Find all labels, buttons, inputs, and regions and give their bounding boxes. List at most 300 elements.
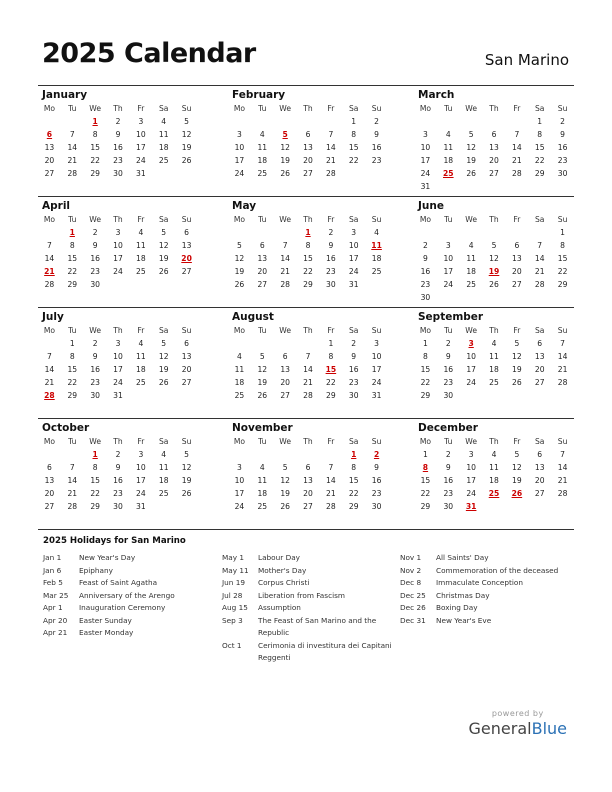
empty-cell — [528, 180, 551, 193]
empty-cell — [528, 291, 551, 304]
day-cell: 2 — [423, 241, 428, 250]
day-cell: 31 — [136, 169, 146, 178]
brand-logo — [469, 709, 567, 738]
day-cell: 22 — [420, 489, 431, 498]
day-cell: 1 — [69, 339, 75, 348]
day-cell: 29 — [90, 502, 100, 511]
empty-cell — [460, 115, 483, 128]
day-cell: 18 — [489, 365, 499, 374]
weekday-header — [38, 102, 198, 115]
day-cell: 21 — [67, 489, 78, 498]
day-cell: 24 — [136, 489, 146, 498]
page-title: 2025 Calendar — [42, 38, 256, 69]
empty-cell — [342, 167, 365, 180]
month-name: October — [42, 422, 90, 434]
day-cell: 14 — [44, 365, 55, 374]
day-cell: 24 — [420, 169, 431, 178]
holiday-name: Liberation from Fascism — [258, 590, 346, 600]
weekday-label: Fr — [513, 104, 521, 113]
week-row — [38, 252, 198, 265]
day-cell: 11 — [158, 130, 169, 139]
weekday-label: Su — [371, 215, 382, 224]
day-cell: 12 — [158, 352, 169, 361]
day-cell: 30 — [90, 391, 100, 400]
week-row — [414, 448, 574, 461]
empty-cell — [460, 226, 483, 239]
weekday-label: Th — [489, 215, 499, 224]
empty-cell — [414, 115, 437, 128]
day-cell: 10 — [420, 143, 431, 152]
holiday-item — [43, 552, 218, 565]
day-cell: 21 — [512, 156, 522, 165]
day-cell: 20 — [181, 365, 192, 374]
month-april — [38, 199, 198, 291]
day-cell: 12 — [512, 352, 522, 361]
day-cell: 29 — [348, 502, 359, 511]
month-name: September — [418, 311, 484, 323]
month-name: December — [418, 422, 478, 434]
day-cell: 16 — [371, 143, 382, 152]
day-cell: 19 — [280, 156, 290, 165]
week-row — [414, 115, 574, 128]
week-row — [38, 461, 198, 474]
day-cell: 3 — [115, 228, 121, 237]
day-cell: 30 — [113, 502, 123, 511]
holiday-name: Mother's Day — [258, 565, 307, 575]
day-cell: 15 — [303, 254, 313, 263]
empty-cell — [251, 226, 274, 239]
day-cell: 1 — [537, 117, 543, 126]
week-row — [414, 461, 574, 474]
day-cell: 24 — [234, 502, 245, 511]
week-row — [228, 226, 388, 239]
week-row — [228, 448, 388, 461]
day-cell: 3 — [237, 130, 242, 139]
week-row — [228, 265, 388, 278]
day-cell: 2 — [92, 228, 98, 237]
holiday-item — [222, 640, 397, 665]
holiday-name: New Year's Day — [79, 553, 136, 562]
day-cell: 4 — [259, 463, 265, 472]
day-cell: 2 — [374, 117, 379, 126]
empty-cell — [505, 389, 528, 402]
day-cell: 27 — [44, 169, 55, 178]
empty-cell — [175, 389, 198, 402]
weekday-label: We — [465, 104, 478, 113]
holiday-day-cell: 26 — [511, 489, 523, 498]
empty-cell — [297, 115, 320, 128]
day-cell: 26 — [181, 489, 192, 498]
empty-cell — [38, 115, 61, 128]
empty-cell — [175, 278, 198, 291]
empty-cell — [483, 226, 506, 239]
weekday-header — [414, 324, 574, 337]
day-cell: 29 — [534, 169, 545, 178]
day-cell: 7 — [69, 463, 75, 472]
day-cell: 12 — [512, 463, 522, 472]
empty-cell — [505, 226, 528, 239]
weekday-label: We — [89, 104, 102, 113]
week-row — [414, 500, 574, 513]
day-cell: 6 — [537, 339, 543, 348]
weekday-label: Fr — [327, 437, 335, 446]
day-cell: 18 — [136, 254, 146, 263]
weekday-label: Sa — [158, 437, 169, 446]
day-cell: 19 — [234, 267, 245, 276]
day-cell: 4 — [138, 228, 144, 237]
calendar-row — [38, 307, 574, 418]
day-cell: 25 — [257, 169, 268, 178]
weekday-label: Mo — [419, 215, 432, 224]
day-cell: 9 — [374, 130, 379, 139]
holiday-item — [222, 602, 397, 615]
holiday-name: Christmas Day — [436, 590, 490, 600]
weekday-label: Fr — [327, 215, 335, 224]
month-august — [228, 310, 388, 402]
day-cell: 29 — [90, 169, 100, 178]
day-cell: 23 — [443, 378, 454, 387]
day-cell: 14 — [326, 476, 336, 485]
day-cell: 21 — [326, 489, 336, 498]
day-cell: 28 — [67, 169, 78, 178]
weekday-header — [228, 324, 388, 337]
empty-cell — [505, 180, 528, 193]
day-cell: 1 — [423, 339, 428, 348]
day-cell: 29 — [326, 391, 336, 400]
weekday-label: Mo — [419, 104, 432, 113]
day-cell: 18 — [136, 365, 146, 374]
holiday-item — [400, 552, 575, 565]
day-cell: 25 — [158, 156, 169, 165]
weekday-label: Tu — [258, 437, 267, 446]
holiday-name: Corpus Christi — [258, 578, 310, 587]
day-cell: 6 — [184, 228, 189, 237]
day-cell: 11 — [136, 352, 146, 361]
holiday-name: Immaculate Conception — [436, 578, 523, 587]
week-row — [414, 291, 574, 304]
day-cell: 3 — [423, 130, 428, 139]
day-cell: 21 — [557, 476, 568, 485]
day-cell: 11 — [257, 476, 268, 485]
weekday-header — [228, 213, 388, 226]
weekday-label: Tu — [444, 215, 453, 224]
weekday-label: Fr — [513, 215, 521, 224]
holiday-date: Apr 1 — [43, 603, 63, 612]
day-cell: 22 — [90, 156, 100, 165]
day-cell: 12 — [280, 476, 290, 485]
day-cell: 19 — [158, 254, 169, 263]
day-cell: 31 — [420, 182, 431, 191]
day-cell: 11 — [234, 365, 245, 374]
empty-cell — [319, 448, 342, 461]
holiday-item — [400, 590, 575, 603]
empty-cell — [460, 389, 483, 402]
empty-cell — [551, 291, 574, 304]
weekday-label: Th — [113, 215, 123, 224]
empty-cell — [551, 500, 574, 513]
empty-cell — [483, 115, 506, 128]
empty-cell — [437, 180, 460, 193]
weekday-label: We — [89, 215, 102, 224]
day-cell: 22 — [303, 267, 313, 276]
day-cell: 24 — [443, 280, 454, 289]
day-cell: 23 — [113, 156, 123, 165]
day-cell: 9 — [423, 254, 428, 263]
day-cell: 3 — [468, 450, 474, 459]
weekday-label: Fr — [137, 215, 145, 224]
week-row — [414, 167, 574, 180]
holiday-day-cell: 25 — [488, 489, 500, 498]
empty-cell — [251, 115, 274, 128]
day-cell: 18 — [466, 267, 476, 276]
week-row — [414, 487, 574, 500]
day-cell: 18 — [489, 476, 499, 485]
week-row — [38, 265, 198, 278]
day-cell: 17 — [443, 267, 454, 276]
day-cell: 14 — [557, 463, 568, 472]
day-cell: 28 — [44, 280, 55, 289]
day-cell: 1 — [423, 450, 428, 459]
week-row — [414, 350, 574, 363]
day-cell: 15 — [534, 143, 545, 152]
day-cell: 27 — [512, 280, 522, 289]
day-cell: 3 — [374, 339, 379, 348]
holiday-item — [400, 565, 575, 578]
weekday-header — [414, 102, 574, 115]
holiday-name: Labour Day — [258, 553, 300, 562]
day-cell: 15 — [348, 476, 359, 485]
holiday-date: Jan 1 — [43, 553, 62, 562]
holiday-item — [43, 590, 218, 603]
day-cell: 29 — [67, 391, 78, 400]
week-row — [228, 500, 388, 513]
weekday-label: Tu — [258, 326, 267, 335]
day-cell: 7 — [514, 130, 520, 139]
day-cell: 22 — [90, 489, 100, 498]
weekday-label: Su — [557, 326, 568, 335]
month-october — [38, 421, 198, 513]
day-cell: 4 — [259, 130, 265, 139]
week-row — [228, 461, 388, 474]
day-cell: 30 — [348, 391, 359, 400]
week-row — [228, 141, 388, 154]
day-cell: 6 — [537, 450, 543, 459]
day-cell: 15 — [67, 254, 78, 263]
week-row — [38, 154, 198, 167]
day-cell: 13 — [534, 463, 545, 472]
weekday-label: Su — [557, 437, 568, 446]
weekday-header — [38, 213, 198, 226]
day-cell: 21 — [303, 378, 313, 387]
holiday-date: Nov 1 — [400, 553, 422, 562]
day-cell: 19 — [181, 143, 192, 152]
holiday-item — [222, 565, 397, 578]
day-cell: 14 — [67, 143, 78, 152]
holiday-day-cell: 3 — [468, 339, 474, 348]
day-cell: 8 — [69, 352, 75, 361]
weekday-header — [228, 435, 388, 448]
week-row — [38, 500, 198, 513]
day-cell: 6 — [282, 352, 288, 361]
day-cell: 19 — [466, 156, 476, 165]
day-cell: 4 — [491, 450, 497, 459]
holiday-date: Feb 5 — [43, 578, 63, 587]
day-cell: 2 — [115, 450, 121, 459]
weekday-header — [228, 102, 388, 115]
day-cell: 16 — [443, 476, 454, 485]
brand-name-blue: Blue — [531, 719, 567, 738]
day-cell: 14 — [512, 143, 522, 152]
holiday-name: The Feast of San Marino and the Republic — [258, 615, 377, 637]
day-cell: 16 — [371, 476, 382, 485]
day-cell: 16 — [113, 476, 123, 485]
day-cell: 5 — [514, 450, 520, 459]
day-cell: 27 — [44, 502, 55, 511]
weekday-label: Sa — [348, 437, 359, 446]
day-cell: 15 — [90, 143, 100, 152]
week-row — [228, 350, 388, 363]
day-cell: 19 — [512, 476, 522, 485]
day-cell: 25 — [158, 489, 169, 498]
day-cell: 7 — [305, 352, 311, 361]
day-cell: 5 — [161, 339, 167, 348]
month-march — [414, 88, 574, 193]
day-cell: 25 — [136, 267, 146, 276]
weekday-label: Su — [371, 104, 382, 113]
holiday-day-cell: 5 — [282, 130, 288, 139]
empty-cell — [251, 448, 274, 461]
day-cell: 13 — [181, 241, 192, 250]
holiday-date: Nov 2 — [400, 565, 422, 575]
empty-cell — [528, 500, 551, 513]
empty-cell — [460, 291, 483, 304]
holiday-item — [400, 615, 575, 628]
day-cell: 22 — [348, 156, 359, 165]
day-cell: 10 — [348, 241, 359, 250]
day-cell: 15 — [90, 476, 100, 485]
weekday-label: Tu — [444, 437, 453, 446]
day-cell: 6 — [305, 463, 311, 472]
empty-cell — [228, 226, 251, 239]
week-row — [38, 167, 198, 180]
day-cell: 18 — [234, 378, 245, 387]
empty-cell — [274, 226, 297, 239]
day-cell: 18 — [443, 156, 454, 165]
day-cell: 9 — [374, 463, 379, 472]
day-cell: 27 — [534, 489, 545, 498]
day-cell: 17 — [113, 254, 123, 263]
day-cell: 20 — [534, 365, 545, 374]
day-cell: 8 — [351, 463, 357, 472]
country-name: San Marino — [484, 51, 569, 69]
empty-cell — [175, 500, 198, 513]
weekday-label: Sa — [348, 104, 359, 113]
weekday-label: Th — [113, 326, 123, 335]
day-cell: 7 — [560, 450, 565, 459]
day-cell: 14 — [534, 254, 545, 263]
empty-cell — [38, 226, 61, 239]
holiday-date: Apr 21 — [43, 628, 68, 637]
week-row — [228, 154, 388, 167]
weekday-label: Fr — [327, 104, 335, 113]
day-cell: 25 — [257, 502, 268, 511]
day-cell: 28 — [557, 378, 568, 387]
holiday-name: Epiphany — [79, 565, 113, 575]
day-cell: 27 — [181, 378, 192, 387]
weekday-label: Mo — [233, 326, 246, 335]
day-cell: 26 — [181, 156, 192, 165]
weekday-label: Tu — [68, 326, 77, 335]
weekday-label: We — [279, 215, 292, 224]
empty-cell — [460, 180, 483, 193]
weekday-label: Mo — [233, 104, 246, 113]
holiday-list-title: 2025 Holidays for San Marino — [43, 536, 186, 546]
day-cell: 25 — [234, 391, 245, 400]
holiday-columns — [43, 552, 573, 682]
day-cell: 13 — [303, 143, 313, 152]
day-cell: 7 — [47, 352, 52, 361]
month-name: July — [42, 311, 64, 323]
day-cell: 27 — [181, 267, 192, 276]
day-cell: 8 — [305, 241, 311, 250]
empty-cell — [414, 226, 437, 239]
month-july — [38, 310, 198, 402]
holiday-column — [222, 552, 397, 665]
empty-cell — [483, 389, 506, 402]
day-cell: 24 — [348, 267, 359, 276]
weekday-label: Th — [303, 104, 313, 113]
day-cell: 10 — [113, 241, 123, 250]
day-cell: 13 — [534, 352, 545, 361]
week-row — [414, 376, 574, 389]
day-cell: 30 — [371, 502, 382, 511]
weekday-label: Sa — [348, 215, 359, 224]
empty-cell — [437, 291, 460, 304]
day-cell: 6 — [259, 241, 265, 250]
day-cell: 1 — [560, 228, 565, 237]
day-cell: 5 — [491, 241, 497, 250]
powered-by-text: powered by — [491, 709, 544, 718]
day-cell: 17 — [466, 365, 476, 374]
holiday-name: All Saints' Day — [436, 553, 489, 562]
day-cell: 10 — [136, 130, 146, 139]
day-cell: 29 — [557, 280, 568, 289]
week-row — [414, 337, 574, 350]
holiday-column — [400, 552, 575, 627]
day-cell: 12 — [181, 463, 192, 472]
week-row — [228, 252, 388, 265]
day-cell: 10 — [466, 463, 476, 472]
day-cell: 10 — [466, 352, 476, 361]
day-cell: 19 — [181, 476, 192, 485]
weekday-label: Su — [371, 437, 382, 446]
day-cell: 7 — [282, 241, 288, 250]
day-cell: 24 — [466, 489, 476, 498]
day-cell: 11 — [489, 352, 499, 361]
weekday-label: Mo — [43, 104, 56, 113]
day-cell: 8 — [69, 241, 75, 250]
holiday-item — [222, 615, 397, 640]
empty-cell — [528, 226, 551, 239]
day-cell: 3 — [138, 450, 144, 459]
holiday-day-cell: 21 — [44, 267, 55, 276]
empty-cell — [129, 278, 152, 291]
weekday-label: We — [279, 437, 292, 446]
day-cell: 9 — [115, 130, 121, 139]
day-cell: 22 — [557, 267, 568, 276]
day-cell: 9 — [560, 130, 565, 139]
empty-cell — [483, 291, 506, 304]
